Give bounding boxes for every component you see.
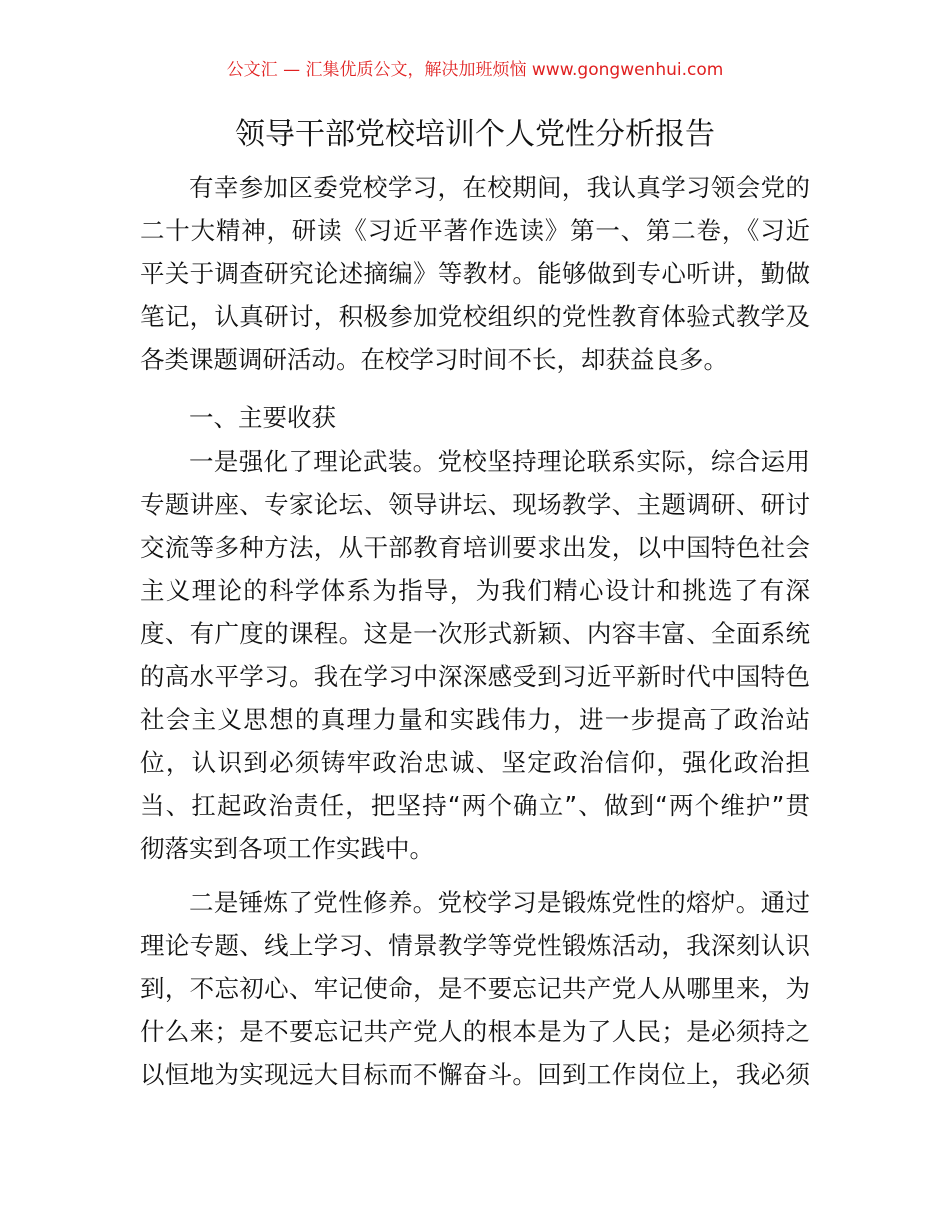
paragraph-party-spirit [140, 881, 810, 1096]
text-line: 当、扛起政治责任，把坚持“两个确立”、做到“两个维护”贯 [140, 791, 810, 820]
text-line: 什么来；是不要忘记共产党人的根本是为了人民；是必须持之 [140, 1017, 810, 1046]
text-line: 主义理论的科学体系为指导，为我们精心设计和挑选了有深 [140, 576, 810, 605]
text-line: 社会主义思想的真理力量和实践伟力，进一步提高了政治站 [140, 705, 810, 734]
text-line: 一是强化了理论武装。党校坚持理论联系实际，综合运用 [189, 447, 810, 476]
watermark-banner: 公文汇 — 汇集优质公文，解决加班烦恼 www.gongwenhui.com [226, 60, 724, 80]
paragraph-intro [140, 166, 810, 381]
section-heading: 一、主要收获 [189, 403, 336, 432]
text-line: 各类课题调研活动。在校学习时间不长，却获益良多。 [140, 345, 728, 374]
paragraph-theory [140, 440, 810, 870]
text-line: 的高水平学习。我在学习中深深感受到习近平新时代中国特色 [140, 662, 810, 691]
text-line: 度、有广度的课程。这是一次形式新颖、内容丰富、全面系统 [140, 619, 810, 648]
document-title: 领导干部党校培训个人党性分析报告 [235, 117, 715, 152]
text-line: 笔记，认真研讨，积极参加党校组织的党性教育体验式教学及 [140, 302, 810, 331]
text-line: 二十大精神，研读《习近平著作选读》第一、第二卷，《习近 [140, 216, 810, 245]
text-line: 交流等多种方法，从干部教育培训要求出发，以中国特色社会 [140, 533, 810, 562]
text-line: 平关于调查研究论述摘编》等教材。能够做到专心听讲，勤做 [140, 259, 810, 288]
text-line: 专题讲座、专家论坛、领导讲坛、现场教学、主题调研、研讨 [140, 490, 810, 519]
text-line: 以恒地为实现远大目标而不懈奋斗。回到工作岗位上，我必须 [140, 1060, 810, 1089]
text-line: 有幸参加区委党校学习，在校期间，我认真学习领会党的 [189, 173, 810, 202]
text-line: 二是锤炼了党性修养。党校学习是锻炼党性的熔炉。通过 [189, 888, 810, 917]
text-line: 理论专题、线上学习、情景教学等党性锻炼活动，我深刻认识 [140, 931, 810, 960]
text-line: 到，不忘初心、牢记使命，是不要忘记共产党人从哪里来，为 [140, 974, 810, 1003]
text-line: 位，认识到必须铸牢政治忠诚、坚定政治信仰，强化政治担 [140, 748, 810, 777]
text-line: 彻落实到各项工作实践中。 [140, 834, 434, 863]
